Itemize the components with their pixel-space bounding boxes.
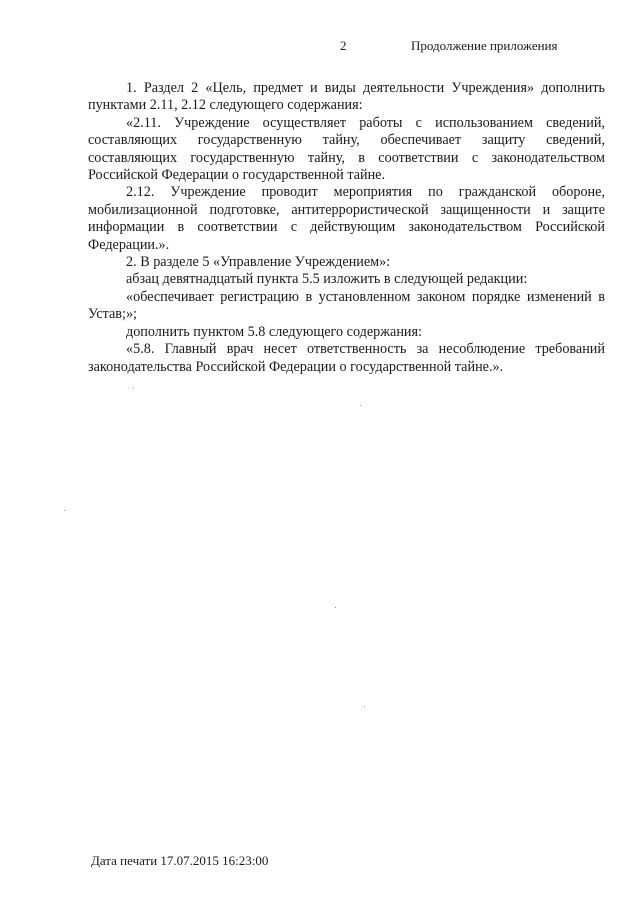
print-date: Дата печати 17.07.2015 16:23:00 (91, 853, 269, 868)
scan-speck (133, 387, 134, 388)
paragraph-item-2-12: 2.12. Учреждение проводит мероприятия по гражданской обороне, мобилизационной подготовке, антитеррористической защищенности и защите информации в соответствии с действующим законодательством Российской Федерации.». (88, 184, 605, 253)
paragraph-item-5-5-instruction: абзац девятнадцатый пункта 5.5 изложить в следующей редакции: (126, 271, 528, 288)
header-note: Продолжение приложения (411, 38, 558, 53)
paragraph-section-5-intro: 2. В разделе 5 «Управление Учреждением»: (126, 254, 391, 271)
paragraph-item-5-8-instruction: дополнить пунктом 5.8 следующего содержания: (126, 323, 422, 340)
scan-speck (364, 706, 365, 707)
scan-speck (335, 607, 336, 608)
paragraph-item-5-8-text: «5.8. Главный врач несет ответственность за несоблюдение требований законодательства Российской Федерации о государственной тайне.». (88, 341, 605, 375)
scan-speck (360, 405, 361, 406)
document-body (88, 80, 605, 376)
page-number: 2 (340, 38, 347, 53)
paragraph-item-5-5-text: «обеспечивает регистрацию в установленном законом порядке изменений в Устав;»; (88, 288, 605, 323)
paragraph-item-2-11: «2.11. Учреждение осуществляет работы с использованием сведений, составляющих государственную тайну, обеспечивает защиту сведений, составляющих государственную тайну, в соответствии с законодательством Российской Федерации о государственной тайне. (88, 114, 605, 184)
paragraph-section-2-intro: 1. Раздел 2 «Цель, предмет и виды деятельности Учреждения» дополнить пунктами 2.11, 2.12 следующего содержания: (88, 80, 605, 114)
scan-speck (64, 510, 65, 511)
